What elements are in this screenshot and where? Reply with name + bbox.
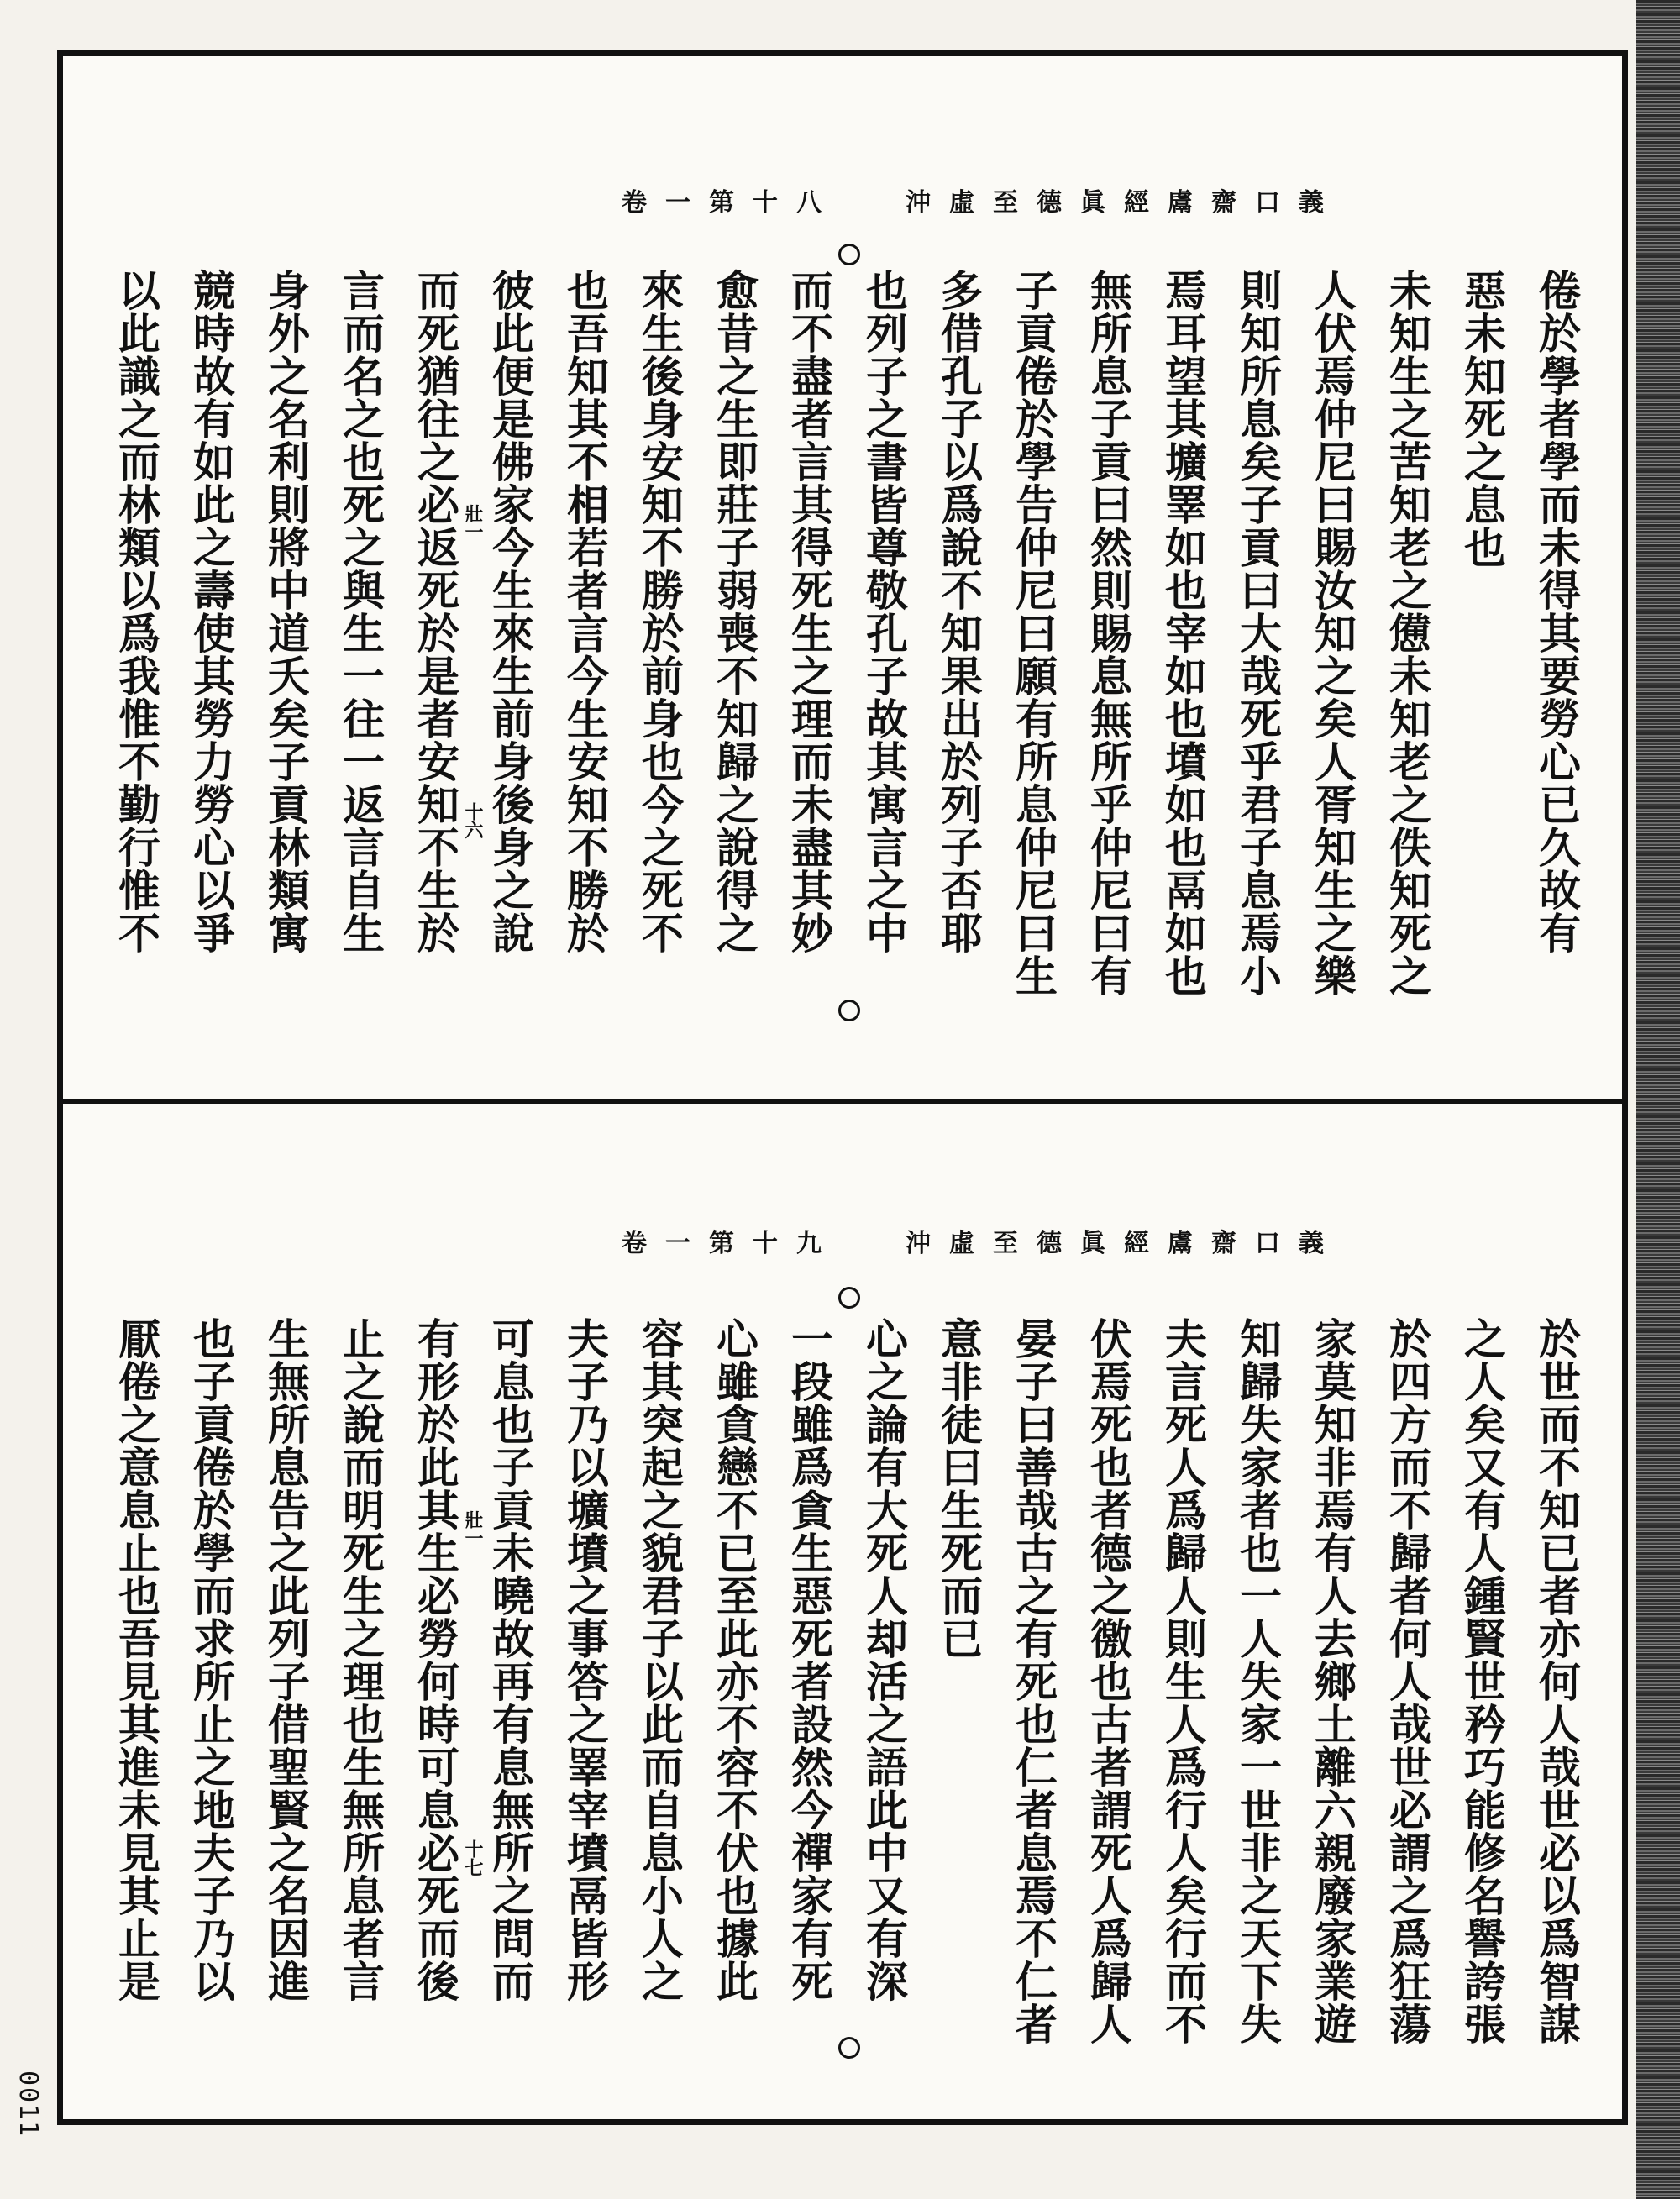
lower-col-13: 晏子曰善哉古之有死也仁者息焉不仁者	[1009, 1317, 1058, 2045]
lower-col-2: 也子貢倦於學而求所止之地夫子乃以	[186, 1317, 236, 2002]
lower-col-15: 夫言死人爲歸人則生人爲行人矣行而不	[1158, 1317, 1208, 2045]
lower-header-volume: 卷一第十九	[622, 1229, 840, 1258]
upper-running-head	[622, 181, 1342, 218]
upper-col-5: 而死猶往之必返死於是者安知不生於	[411, 269, 460, 954]
upper-col-12: 多借孔子以爲說不知果出於列子否耶	[934, 269, 984, 954]
upper-col-18: 未知生之苦知老之憊未知老之佚知死之	[1383, 269, 1432, 997]
upper-col-8: 來生後身安知不勝於前身也今之死不	[635, 269, 685, 954]
lower-col-9: 心雖貪戀不已至此亦不容不伏也據此	[710, 1317, 759, 2002]
upper-col-9: 愈昔之生即莊子弱喪不知歸之說得之	[710, 269, 759, 954]
lower-circle-mark-top	[838, 1287, 860, 1309]
lower-col-6: 可息也子貢未曉故再有息無所之問而	[486, 1317, 535, 2002]
lower-note-1: 壯一	[462, 1510, 484, 1547]
upper-col-20: 倦於學者學而未得其要勞心已久故有	[1532, 269, 1582, 954]
upper-col-16: 則知所息矣子貢曰大哉死乎君子息焉小	[1233, 269, 1283, 997]
lower-col-10: 一段雖爲貪生惡死者設然今禪家有死	[785, 1317, 834, 2002]
upper-col-15: 焉耳望其壙睪如也宰如也墳如也鬲如也	[1158, 269, 1208, 997]
lower-header-title: 沖虛至德眞經鬳齋口義	[906, 1229, 1342, 1258]
upper-col-10: 而不盡者言其得死生之理而未盡其妙	[785, 269, 834, 954]
upper-col-19: 惡未知死之息也	[1457, 269, 1507, 569]
upper-circle-mark-bottom	[838, 1000, 860, 1021]
upper-note-2: 十六	[462, 802, 484, 839]
lower-note-2: 十七	[462, 1839, 484, 1876]
upper-text-block	[99, 269, 1594, 997]
lower-col-16: 知歸失家者也一人失家一世非之天下失	[1233, 1317, 1283, 2045]
upper-header-title: 沖虛至德眞經鬳齋口義	[906, 188, 1342, 218]
lower-col-5: 有形於此其生必勞何時可息必死而後	[411, 1317, 460, 2002]
lower-col-20: 於世而不知已者亦何人哉世必以爲智謀	[1532, 1317, 1582, 2045]
upper-col-4: 言而名之也死之與生一往一返言自生	[336, 269, 386, 954]
lower-col-18: 於四方而不歸者何人哉世必謂之爲狂蕩	[1383, 1317, 1432, 2045]
lower-col-7: 夫子乃以壙墳之事答之睪宰墳鬲皆形	[560, 1317, 610, 2002]
upper-col-13: 子貢倦於學告仲尼曰願有所息仲尼曰生	[1009, 269, 1058, 997]
upper-col-2: 競時故有如此之壽使其勞力勞心以爭	[186, 269, 236, 954]
page-number: 0011	[13, 2070, 43, 2139]
upper-circle-mark-top	[838, 244, 860, 265]
lower-col-17: 家莫知非焉有人去鄉土離六親廢家業遊	[1308, 1317, 1357, 2045]
upper-note-1: 壯一	[462, 504, 484, 541]
upper-col-7: 也吾知其不相若者言今生安知不勝於	[560, 269, 610, 954]
scan-edge	[1636, 0, 1680, 2199]
upper-col-11: 也列子之書皆尊敬孔子故其寓言之中	[859, 269, 909, 954]
lower-col-4: 止之說而明死生之理也生無所息者言	[336, 1317, 386, 2002]
lower-col-19: 之人矣又有人鍾賢世矜巧能修名譽誇張	[1457, 1317, 1507, 2045]
upper-col-6: 彼此便是佛家今生來生前身後身之說	[486, 269, 535, 954]
lower-col-14: 伏焉死也者德之徼也古者謂死人爲歸人	[1084, 1317, 1133, 2045]
lower-col-11: 心之論有大死人却活之語此中又有深	[859, 1317, 909, 2002]
lower-col-8: 容其突起之貌君子以此而自息小人之	[635, 1317, 685, 2002]
half-divider	[57, 1099, 1628, 1104]
lower-col-1: 厭倦之意息止也吾見其進未見其止是	[112, 1317, 161, 2002]
lower-col-3: 生無所息告之此列子借聖賢之名因進	[261, 1317, 311, 2002]
upper-col-17: 人伏焉仲尼曰賜汝知之矣人胥知生之樂	[1308, 269, 1357, 997]
upper-col-3: 身外之名利則將中道夭矣子貢林類寓	[261, 269, 311, 954]
upper-header-volume: 卷一第十八	[622, 188, 840, 218]
upper-col-14: 無所息子貢曰然則賜息無所乎仲尼曰有	[1084, 269, 1133, 997]
lower-text-block	[99, 1317, 1594, 2045]
upper-col-1: 以此識之而林類以爲我惟不勤行惟不	[112, 269, 161, 954]
lower-col-12: 意非徒曰生死而已	[934, 1317, 984, 1660]
lower-running-head	[622, 1222, 1342, 1259]
